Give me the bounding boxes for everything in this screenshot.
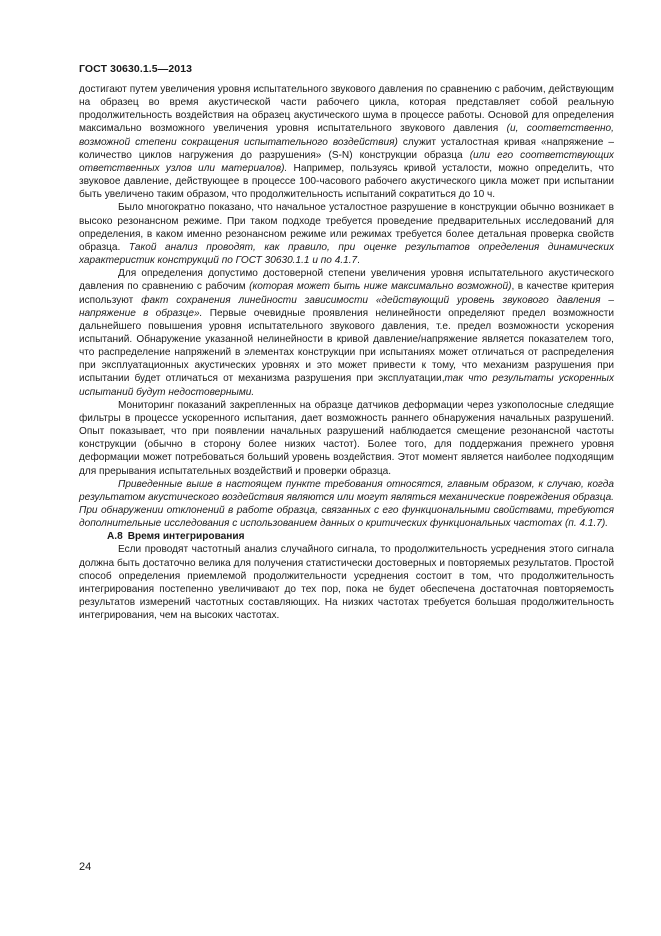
text-run: Было многократно показано, что начальное усталостное разрушение в конструкции обычно возникает в высоко резонансном режиме. При таком подходе требуется проведение предварительных исследований для определения, в каком именно резонансном режиме или режимах требуется более детальная проверка свойств образца. — [79, 202, 614, 253]
italic-run: так что результаты ускоренных испытаний будут недостоверными. — [79, 373, 615, 398]
italic-run: (которая может быть ниже максимально возможной) — [249, 281, 512, 293]
text-run: достигают путем увеличения уровня испытательного звукового давления по сравнению с рабочим, действующим на образец во время акустической части рабочего цикла, которая представляет собой реальную продолжительность воздействия на образец акустического шума в процессе работы. Основой для определения максимально возможного увеличения уровня испытательного звукового давления — [79, 84, 614, 135]
text-run: Например, пользуясь кривой усталости, можно определить, что звуковое давление, действующее в процессе 100-часового рабочего акустического цикла может при испытании быть увеличено таким образом, что продолжительность испытаний сократиться до 10 ч. — [79, 162, 614, 201]
paragraph-6: Если проводят частотный анализ случайного сигнала, то продолжительность усреднения этого сигнала должна быть достаточно велика для получения статистически достоверных и повторяемых результатов. Простой способ определения приемлемой продолжительности усреднения состоит в том, что продолжительность интегрирования постепенно увеличивают до тех пор, пока не будет обеспечена достаточная повторяемость результатов измерений частотных составляющих. На низких частотах требуется большая продолжительность интегрирования, чем на высоких частотах. — [79, 544, 614, 622]
document-body — [79, 83, 614, 622]
italic-run: факт сохранения линейности зависимости «действующий уровень звукового давления – напряжение в образце». — [79, 294, 614, 319]
italic-run: (и, соответственно, возможной степени сокращения испытательного воздействия) — [79, 123, 614, 148]
page-number: 24 — [79, 861, 92, 873]
paragraph-2 — [79, 201, 614, 267]
paragraph-4: Мониторинг показаний закрепленных на образце датчиков деформации через узкополосные следящие фильтры в процессе ускоренного испытания, дает возможность раннего обнаружения начальных разрушений. Опыт показывает, что при появлении начальных разрушений наблюдается смещение резонансной частоты конструкции (обычно в сторону более низких частот). Более того, для поддержания прежнего уровня деформации может потребоваться больший уровень воздействия. Этот момент является наиболее подходящим для прерывания испытательных воздействий и проверки образца. — [79, 399, 614, 477]
text-run: , в качестве критерия используют — [79, 281, 614, 306]
section-heading — [79, 530, 614, 543]
paragraph-5: Приведенные выше в настоящем пункте требования относятся, главным образом, к случаю, когда результатом акустического воздействия являются или могут являться механические повреждения образца. При обнаружении отклонений в работе образца, связанных с его функциональными свойствами, требуются дополнительные исследования с использованием данных о критических функциональных частотах (п. 4.1.7). — [79, 478, 614, 530]
paragraph-3 — [79, 267, 614, 399]
section-number: А.8 — [107, 531, 123, 543]
text-run: служит усталостная кривая «напряжение – количество циклов нагружения до разрушения» (S-N) конструкции образца — [79, 136, 614, 161]
italic-run: Такой анализ проводят, как правило, при оценке результатов определения динамических характеристик конструкций по ГОСТ 30630.1.1 и по 4.1.7 — [79, 241, 614, 267]
text-run: . — [357, 255, 360, 267]
paragraph-1 — [79, 83, 614, 201]
section-title: Время интегрирования — [127, 531, 245, 543]
italic-run: (или его соответствующих ответственных узлов или материалов). — [79, 149, 614, 174]
text-run: Для определения допустимо достоверной степени увеличения уровня испытательного акустического давления по сравнению с рабочим — [79, 268, 614, 293]
document-header: ГОСТ 30630.1.5—2013 — [79, 63, 193, 75]
text-run: Первые очевидные проявления нелинейности определяют предел возможности дальнейшего повышения уровня испытательного звукового давления, т.е. предел возможности ускорения испытаний. Обнаружение указанной нелинейности в кривой давление/напряжение является показателем того, что распределение напряжений в элементах конструкции при испытаниях может отличаться от распределения при эксплуатационных акустических уровнях и это может привести к тому, что механизм разрушения при испытании будет отличаться от механизма разрушения при эксплуатации, — [79, 307, 614, 385]
